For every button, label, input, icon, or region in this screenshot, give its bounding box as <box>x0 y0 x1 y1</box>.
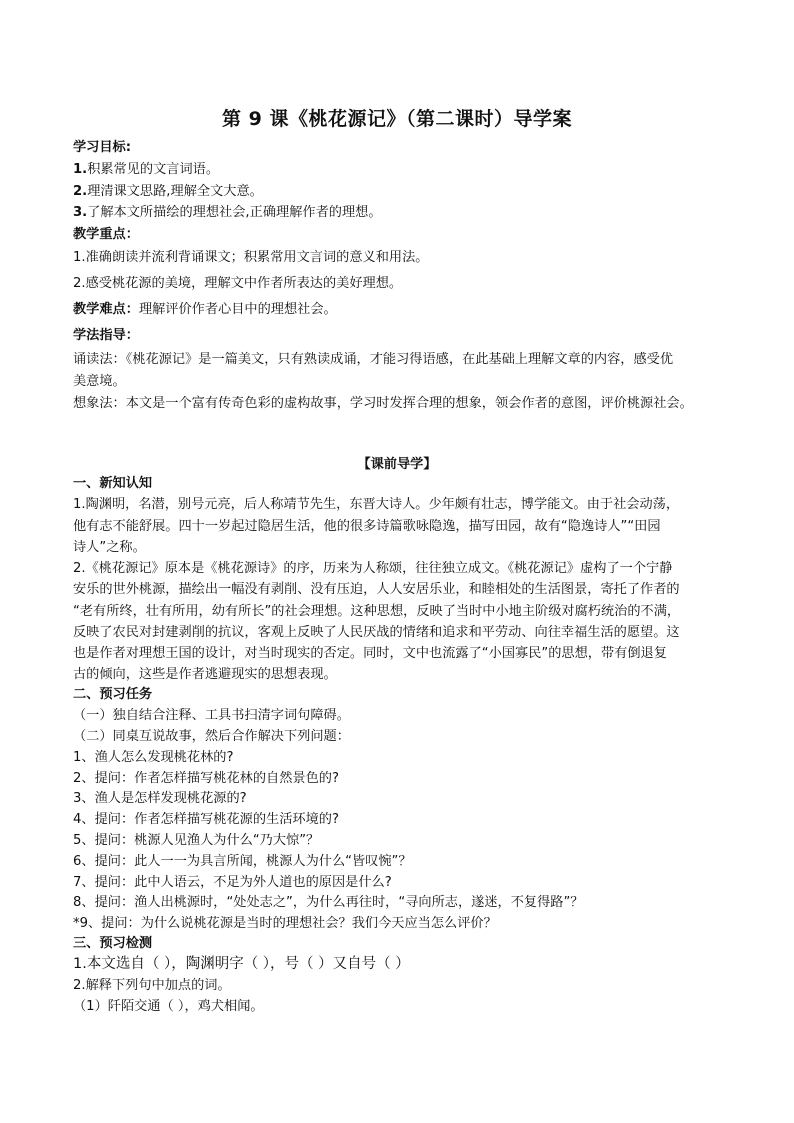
paragraph-line: 反映了农民对封建剥削的抗议，客观上反映了人民厌战的情绪和追求和平劳动、向往幸福生活的愿望。这 <box>73 625 680 640</box>
key-point-item: 2.感受桃花源的美境，理解文中作者所表达的美好理想。 <box>73 276 403 291</box>
question-item: 1、渔人怎么发现桃花林的? <box>73 750 234 765</box>
question-item: 4、提问：作者怎样描写桃花源的生活环境的? <box>73 812 339 827</box>
question-item: 2、提问：作者怎样描写桃花林的自然景色的? <box>73 771 339 786</box>
section1-heading: 一、新知认知 <box>73 476 153 491</box>
method-line: 想象法：本文是一个富有传奇色彩的虚构故事，学习时发挥合理的想象，领会作者的意图，评价桃源社会。 <box>73 396 693 411</box>
goal-number: 3. <box>73 205 88 220</box>
key-points-heading: 教学重点： <box>73 227 139 242</box>
section2-heading: 二、预习任务 <box>73 687 153 702</box>
test-item: 2.解释下列句中加点的词。 <box>73 978 231 993</box>
task-line: （一）独自结合注释、工具书扫清字词句障碍。 <box>73 708 350 723</box>
goal-text: 积累常见的文言词语。 <box>87 162 220 177</box>
question-item: *9、提问：为什么说桃花源是当时的理想社会？我们今天应当怎么评价？ <box>73 916 497 931</box>
goal-number: 1. <box>73 162 88 177</box>
paragraph-line: 他有志不能舒展。四十一岁起过隐居生活，他的很多诗篇歌咏隐逸，描写田园，故有“隐逸诗人”“田园 <box>73 519 661 534</box>
goal-number: 2. <box>73 184 88 199</box>
question-item: 6、提问：此人一一为具言所闻，桃源人为什么“皆叹惋”？ <box>73 854 412 869</box>
paragraph-line: 古的倾向，这些是作者逃避现实的思想表现。 <box>73 667 337 682</box>
goal-text: 理清课文思路,理解全文大意。 <box>87 184 263 199</box>
task-line: （二）同桌互说故事，然后合作解决下列问题： <box>73 729 350 744</box>
paragraph-line: 安乐的世外桃源，描绘出一幅没有剥削、没有压迫，人人安居乐业，和睦相处的生活图景，寄托了作者的 <box>73 582 680 597</box>
difficulty-label: 教学难点： <box>73 302 139 317</box>
goals-heading: 学习目标: <box>73 140 132 155</box>
key-point-item: 1.准确朗读并流利背诵课文；积累常用文言词的意义和用法。 <box>73 250 429 265</box>
test-item: （1）阡陌交通（ ），鸡犬相闻。 <box>73 999 264 1014</box>
goal-item <box>73 161 219 179</box>
paragraph-line: 1.陶渊明，名潜，别号元亮，后人称靖节先生，东晋大诗人。少年颇有壮志，博学能文。由于社会动荡， <box>73 497 680 512</box>
section3-heading: 三、预习检测 <box>73 936 153 951</box>
goal-text: 了解本文所描绘的理想社会,正确理解作者的理想。 <box>87 205 382 220</box>
test-item: 1.本文选自（ ），陶渊明字（ ），号（ ）又自号（ ） <box>73 956 410 972</box>
paragraph-line: 诗人”之称。 <box>73 540 146 555</box>
question-item: 5、提问：桃源人见渔人为什么“乃大惊”？ <box>73 833 320 848</box>
difficulty-line <box>73 301 337 319</box>
question-item: 7、提问：此中人语云，不足为外人道也的原因是什么? <box>73 875 392 890</box>
pre-class-heading: 【课前导学】 <box>357 457 437 472</box>
paragraph-line: “老有所终，壮有所用，幼有所长”的社会理想。这种思想，反映了当时中小地主阶级对腐朽统治的不满， <box>73 604 681 619</box>
paragraph-line: 也是作者对理想王国的设计，对当时现实的否定。同时，文中也流露了“小国寡民”的思想，带有倒退复 <box>73 646 667 661</box>
page-title: 第 9 课《桃花源记》（第二课时）导学案 <box>222 108 572 130</box>
method-line: 美意境。 <box>73 374 126 389</box>
question-item: 3、渔人是怎样发现桃花源的? <box>73 791 247 806</box>
question-item: 8、提问：渔人出桃源时，“处处志之”，为什么再往时，“寻向所志，遂迷，不复得路”？ <box>73 895 584 910</box>
difficulty-text: 理解评价作者心目中的理想社会。 <box>138 302 337 317</box>
goal-item <box>73 183 263 201</box>
goal-item <box>73 204 382 222</box>
method-line: 诵读法：《桃花源记》是一篇美文，只有熟读成诵，才能习得语感，在此基础上理解文章的内容，感受优 <box>73 352 674 367</box>
method-heading: 学法指导： <box>73 328 139 343</box>
paragraph-line: 2.《桃花源记》原本是《桃花源诗》的序，历来为人称颂，往往独立成文。《桃花源记》虚构了一个宁静 <box>73 561 673 576</box>
